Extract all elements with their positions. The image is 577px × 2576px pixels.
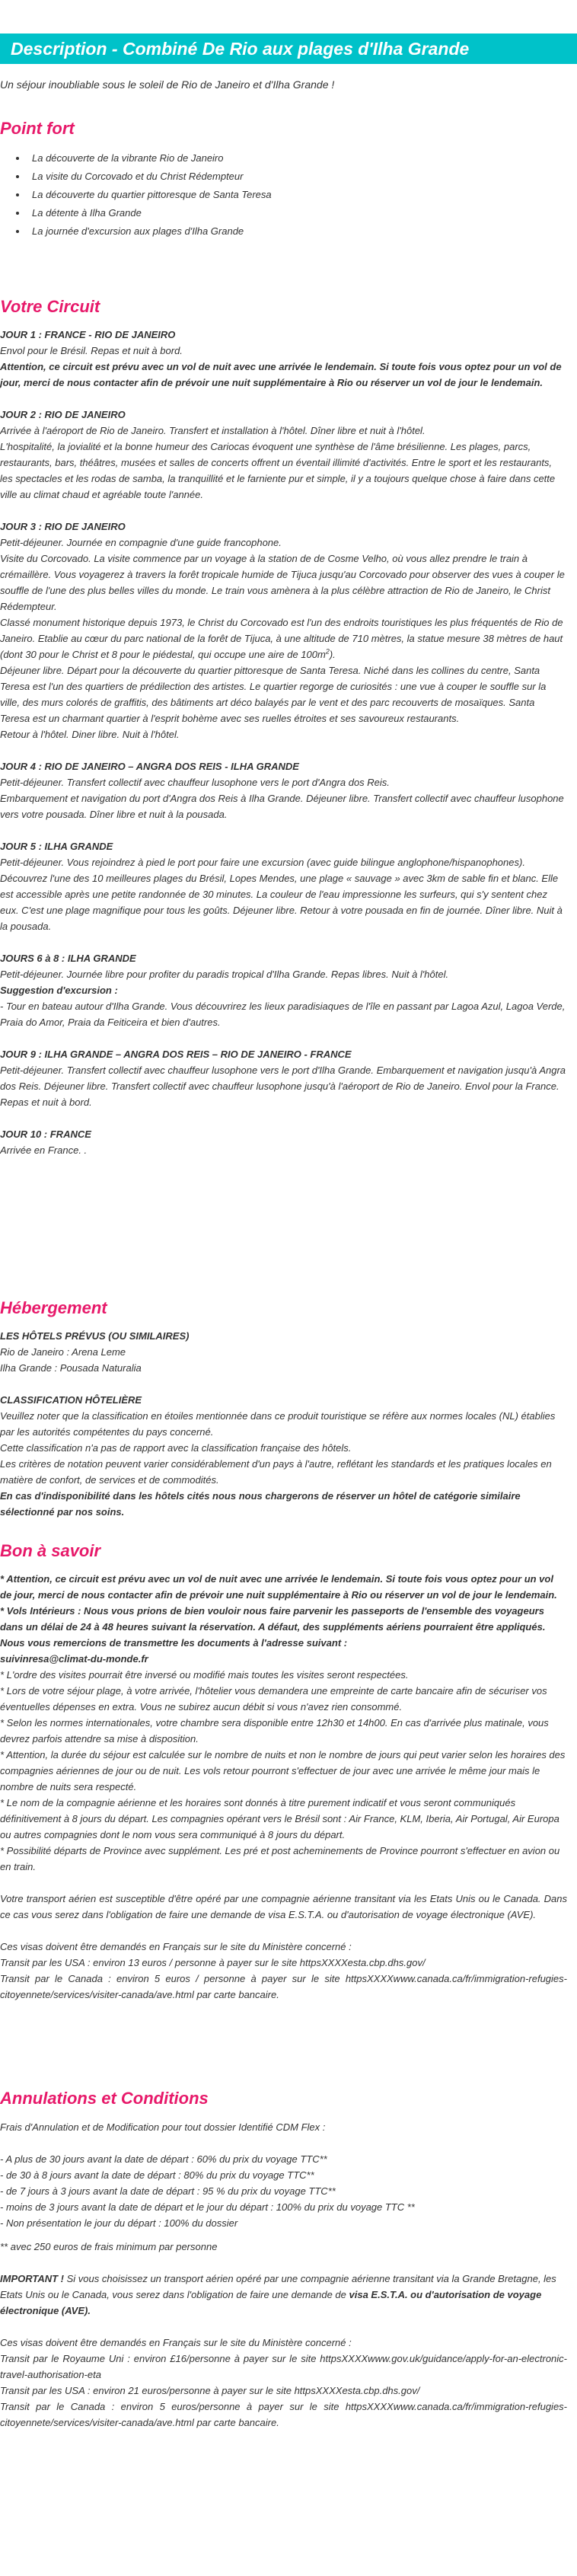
day-text: Visite du Corcovado. La visite commence par un voyage à la station de de Cosme Velho, où vous allez prendre le train à crémaillère. Vous voyagerez à travers la forêt tropicale humide de Tijuca jusqu'au Corcovado pour observer des vues à couper le souffle de l'une des plus belles villes du monde. Le train vous amènera à la plus célèbre attraction de Rio de Janeiro, le Christ Rédempteur.	[0, 553, 565, 612]
day-warning: Attention, ce circuit est prévu avec un vol de nuit avec une arrivée le lendemain. Si toute fois vous optez pour un vol de jour, merci de nous contacter afin de prévoir une nuit supplémentaire à Rio ou réserver un vol de jour le lendemain.	[0, 361, 562, 388]
list-item: • La découverte de la vibrante Rio de Janeiro	[27, 149, 272, 168]
day-title: JOUR 2 : RIO DE JANEIRO	[0, 409, 126, 420]
cancellation-fee: - A plus de 30 jours avant la date de départ : 60% du prix du voyage TTC**	[0, 2153, 327, 2165]
highlights-list	[0, 149, 272, 241]
day-title: JOUR 3 : RIO DE JANEIRO	[0, 521, 126, 532]
hotel-line: Rio de Janeiro : Arena Leme	[0, 1346, 126, 1358]
day-text: - Tour en bateau autour d'Ilha Grande. Vous découvrirez les lieux paradisiaques de l'île en passant par Lagoa Azul, Lagoa Verde, Praia do Amor, Praia da Feiticeira et bien d'autres.	[0, 1001, 566, 1028]
important-note	[0, 2271, 567, 2319]
note-item: * L'ordre des visites pourrait être inversé ou modifié mais toutes les visites seront respectées.	[0, 1669, 409, 1681]
intro-text: Un séjour inoubliable sous le soleil de Rio de Janeiro et d'Ilha Grande !	[0, 78, 335, 91]
list-item: • La découverte du quartier pittoresque de Santa Teresa	[27, 186, 272, 204]
important-text: Si vous choisissez un transport aérien opéré par une compagnie aérienne transitant via la Grande Bretagne, les Etats Unis ou le Canada, vous serez dans l'obligation de faire une demande de	[0, 2273, 556, 2300]
visa-text: Transit par le Canada : environ 5 euros/personne à payer sur le site httpsXXXXwww.canada.ca/fr/immigration-refugies-citoyennete/services/visiter-canada/ave.html par carte bancaire.	[0, 2401, 567, 2428]
day-title: JOURS 6 à 8 : ILHA GRANDE	[0, 953, 136, 964]
day-text: Déjeuner libre. Départ pour la découverte du quartier pittoresque de Santa Teresa. Niché dans les collines du centre, Santa Teresa est l'un des quartiers de prédilection des artistes. Le quartier regorge de curiosités : une vue à couper le souffle sur la ville, des murs colorés de graffitis, des bâtiments art déco balayés par le vent et des parc recouverts de mosaïques. Santa Teresa est un charmant quartier à l'esprit bohème avec ses ruelles étroites et ses savoureux restaurants.	[0, 665, 547, 724]
day-text	[0, 614, 567, 662]
classification-title: CLASSIFICATION HÔTELIÈRE	[0, 1394, 142, 1406]
day-text: Petit-déjeuner. Transfert collectif avec chauffeur lusophone vers le port d'Angra dos Reis.	[0, 777, 390, 788]
day-text-part: ).	[329, 649, 336, 660]
day-text: Embarquement et navigation du port d'Angra dos Reis à Ilha Grande. Déjeuner libre. Transfert collectif avec chauffeur lusophone vers votre pousada. Dîner libre et nuit à la pousada.	[0, 793, 564, 820]
day-text: Arrivée à l'aéroport de Rio de Janeiro. Transfert et installation à l'hôtel. Dîner libre et nuit à l'hôtel.	[0, 425, 426, 436]
visa-text: Transit par les USA : environ 21 euros/personne à payer sur le site httpsXXXXesta.cbp.dhs.gov/	[0, 2385, 420, 2396]
note-item: * Possibilité départs de Province avec supplément. Les pré et post acheminements de Province pourront s'effectuer en avion ou en train.	[0, 1845, 560, 1872]
day-text: Petit-déjeuner. Journée en compagnie d'une guide francophone.	[0, 537, 282, 548]
cancellation-fee: - de 7 jours à 3 jours avant la date de départ : 95 % du prix du voyage TTC**	[0, 2185, 336, 2197]
hotel-line: Ilha Grande : Pousada Naturalia	[0, 1362, 142, 1374]
cancellation-note: ** avec 250 euros de frais minimum par personne	[0, 2241, 218, 2252]
note-item: * Attention, la durée du séjour est calculée sur le nombre de nuits et non le nombre de jours qui peut varier selon les horaires des compagnies aériennes de jour ou de nuit. Les vols retour pourront s'effectuer de jour avec une arrivée le même jour mais le nombre de nuits sera respecté.	[0, 1749, 566, 1792]
accommodation-section	[0, 1328, 567, 1520]
bon-a-savoir-heading: Bon à savoir	[0, 1541, 101, 1560]
visa-text: Ces visas doivent être demandés en Français sur le site du Ministère concerné :	[0, 2337, 352, 2348]
visa-text: Transit par le Royaume Uni : environ £16/personne à payer sur le site httpsXXXXwww.gov.uk/guidance/apply-for-an-electronic-travel-authorisation-eta	[0, 2353, 567, 2380]
list-item: • La visite du Corcovado et du Christ Rédempteur	[27, 168, 272, 186]
important-bold: visa E.S.T.A. ou d'autorisation de voyage électronique (AVE).	[0, 2289, 542, 2316]
cancellation-fee: - moins de 3 jours avant la date de départ et le jour du départ : 100% du prix du voyage TTC **	[0, 2201, 415, 2213]
note-item: Transit par le Canada : environ 5 euros / personne à payer sur le site httpsXXXXwww.canada.ca/fr/immigration-refugies-citoyennete/services/visiter-canada/ave.html par carte bancaire.	[0, 1973, 567, 2000]
page-title: Description - Combiné De Rio aux plages d'Ilha Grande	[11, 39, 470, 59]
circuit-heading: Votre Circuit	[0, 297, 100, 316]
superscript: 2	[325, 647, 330, 656]
point-fort-heading: Point fort	[0, 119, 75, 138]
note-item: * Selon les normes internationales, votre chambre sera disponible entre 12h30 et 14h00. En cas d'arrivée plus matinale, vous devrez parfois attendre sa mise à disposition.	[0, 1717, 549, 1744]
annulations-heading: Annulations et Conditions	[0, 2089, 209, 2108]
note-item: * Vols Intérieurs : Nous vous prions de bien vouloir nous faire parvenir les passeports de l'ensemble des voyageurs dans un délai de 24 à 48 heures suivant la réservation. A défaut, des suppléments aériens pourraient être appliqués. Nous vous remercions de transmettre les documents à l'adresse suivant :	[0, 1605, 546, 1649]
day-text: Petit-déjeuner. Journée libre pour profiter du paradis tropical d'Ilha Grande. Repas libres. Nuit à l'hôtel.	[0, 969, 449, 980]
day-title: JOUR 10 : FRANCE	[0, 1128, 91, 1140]
cancellation-text: Frais d'Annulation et de Modification pour tout dossier Identifié CDM Flex :	[0, 2121, 326, 2133]
day-text: L'hospitalité, la jovialité et la bonne humeur des Cariocas évoquent une synthèse de l'âme brésilienne. Les plages, parcs, restaurants, bars, théâtres, musées et salles de concerts offrent un éventail illimité d'activités. Entre le sport et les restaurants, les spectacles et les rodas de samba, la tranquillité et le farniente pur et simple, il y a toujours quelque chose à faire dans cette ville au climat chaud et agréable toute l'année.	[0, 441, 556, 500]
day-text: Arrivée en France. .	[0, 1144, 88, 1156]
suggestion-label: Suggestion d'excursion :	[0, 985, 118, 996]
note-item: * Attention, ce circuit est prévu avec un vol de nuit avec une arrivée le lendemain. Si toute fois vous optez pour un vol de jour, merci de nous contacter afin de prévoir une nuit supplémentaire à Rio ou réserver un vol de jour le lendemain.	[0, 1573, 557, 1601]
hotels-title: LES HÔTELS PRÉVUS (OU SIMILAIRES)	[0, 1330, 190, 1342]
day-title: JOUR 9 : ILHA GRANDE – ANGRA DOS REIS – RIO DE JANEIRO - FRANCE	[0, 1049, 352, 1060]
title-banner	[0, 34, 577, 64]
day-text: Petit-déjeuner. Vous rejoindrez à pied le port pour faire une excursion (avec guide bilingue anglophone/hispanophones). Découvrez l'une des 10 meilleures plages du Brésil, Lopes Mendes, une plage « sauvage » avec 3km de sable fin et blanc. Elle est accessible après une petite randonnée de 30 minutes. La couleur de l'eau impressionne les surfeurs, qui s'y sentent chez eux. C'est une plage magnifique pour tous les goûts. Déjeuner libre. Retour à votre pousada en fin de journée. Dîner libre. Nuit à la pousada.	[0, 857, 563, 932]
important-label: IMPORTANT !	[0, 2273, 65, 2284]
day-text-part: Classé monument historique depuis 1973, le Christ du Corcovado est l'un des endroits touristiques les plus fréquentés de Rio de Janeiro. Etablie au cœur du parc national de la forêt de Tijuca, à une altitude de 710 mètres, la statue mesure 38 mètres de haut (dont 30 pour le Christ et 8 pour le piédestal, qui occupe une aire de 100m	[0, 617, 563, 660]
day-text: Petit-déjeuner. Transfert collectif avec chauffeur lusophone vers le port d'Ilha Grande. Embarquement et navigation jusqu'à Angra dos Reis. Déjeuner libre. Transfert collectif avec chauffeur lusophone jusqu'à l'aéroport de Rio de Janeiro. Envol pour la France. Repas et nuit à bord.	[0, 1065, 566, 1108]
classification-text: Cette classification n'a pas de rapport avec la classification française des hôtels.	[0, 1442, 352, 1454]
hebergement-heading: Hébergement	[0, 1298, 107, 1317]
list-item: • La détente à Ilha Grande	[27, 204, 272, 222]
note-item: Votre transport aérien est susceptible d'être opéré par une compagnie aérienne transitant via les Etats Unis ou le Canada. Dans ce cas vous serez dans l'obligation de faire une demande de visa E.S.T.A. ou d'autorisation de voyage électronique (AVE).	[0, 1893, 567, 1920]
note-item: * Lors de votre séjour plage, à votre arrivée, l'hôtelier vous demandera une empreinte de carte bancaire afin de sécuriser vos éventuelles dépenses en extra. Vous ne subirez aucun débit si vous n'avez rien consommé.	[0, 1685, 547, 1713]
note-item: Transit par les USA : environ 13 euros / personne à payer sur le site httpsXXXXesta.cbp.dhs.gov/	[0, 1957, 426, 1968]
note-item: Ces visas doivent être demandés en Français sur le site du Ministère concerné :	[0, 1941, 352, 1952]
classification-note: En cas d'indisponibilité dans les hôtels cités nous nous chargerons de réserver un hôtel de catégorie similaire sélectionné par nos soins.	[0, 1490, 521, 1518]
cancellation-fee: - Non présentation le jour du départ : 100% du dossier	[0, 2217, 238, 2229]
day-title: JOUR 1 : FRANCE - RIO DE JANEIRO	[0, 329, 176, 340]
good-to-know-section	[0, 1571, 567, 2003]
day-text: Envol pour le Brésil. Repas et nuit à bord.	[0, 345, 183, 356]
cancellation-section	[0, 2119, 567, 2431]
cancellation-fee: - de 30 à 8 jours avant la date de départ : 80% du prix du voyage TTC**	[0, 2169, 314, 2181]
list-item: • La journée d'excursion aux plages d'Ilha Grande	[27, 222, 272, 241]
note-item: * Le nom de la compagnie aérienne et les horaires sont donnés à titre purement indicatif et vous seront communiqués définitivement à 8 jours du départ. Les compagnies opérant vers le Brésil sont : Air France, KLM, Iberia, Air Portugal, Air Europa ou autres compagnies dont le nom vous sera communiqué à 8 jours du départ.	[0, 1797, 559, 1840]
classification-text: Les critères de notation peuvent varier considérablement d'un pays à l'autre, reflétant les standards et les pratiques locales en matière de confort, de services et de commodités.	[0, 1458, 552, 1486]
classification-text: Veuillez noter que la classification en étoiles mentionnée dans ce produit touristique se réfère aux normes locales (NL) établies par les autorités compétentes du pays concerné.	[0, 1410, 556, 1438]
contact-email[interactable]: suivinresa@climat-du-monde.fr	[0, 1653, 148, 1665]
day-title: JOUR 4 : RIO DE JANEIRO – ANGRA DOS REIS - ILHA GRANDE	[0, 761, 299, 772]
day-text: Retour à l'hôtel. Diner libre. Nuit à l'hôtel.	[0, 729, 180, 740]
day-title: JOUR 5 : ILHA GRANDE	[0, 841, 113, 852]
itinerary-section	[0, 327, 567, 1158]
